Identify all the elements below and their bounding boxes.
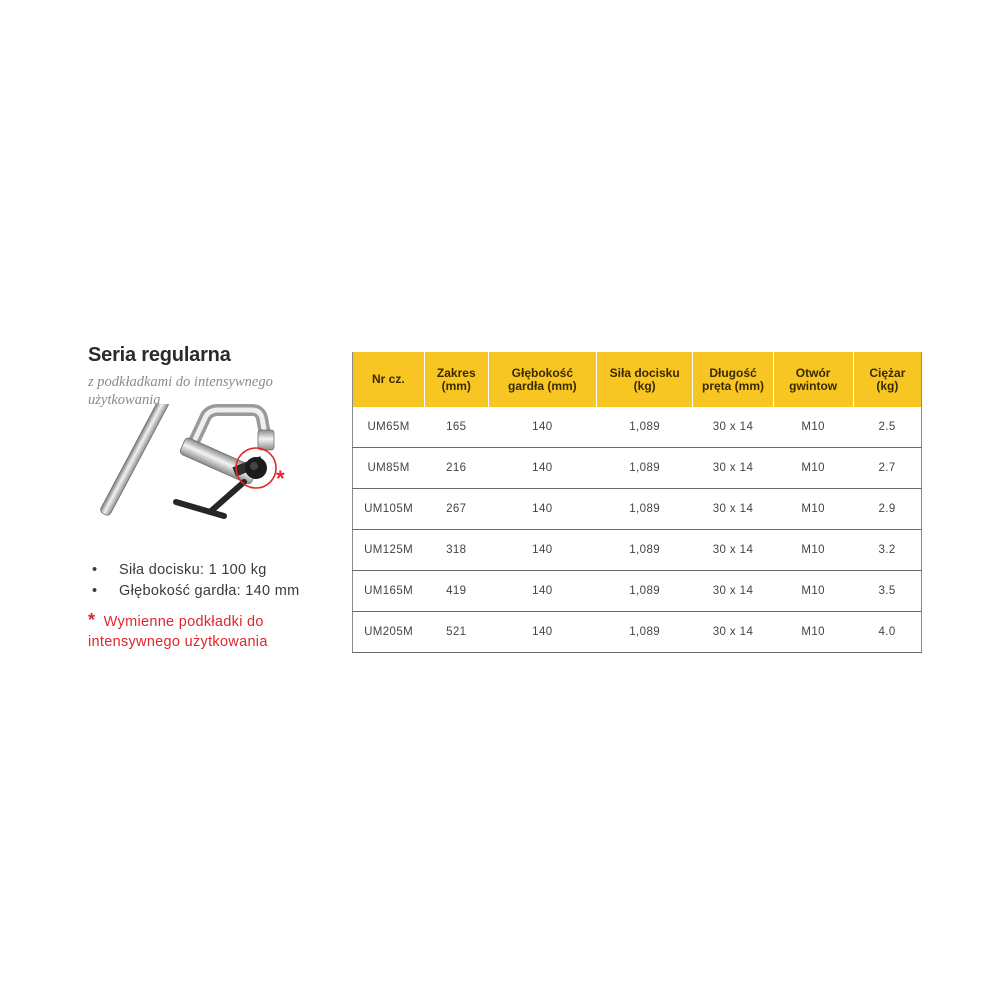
product-info [88, 344, 338, 409]
cell-weight: 2.5 [853, 407, 921, 448]
col-header-part-no: Nr cz. [353, 352, 425, 407]
cell-thread: M10 [773, 612, 853, 653]
note-text: Wymienne podkładki do intensywnego użytkowania [88, 614, 268, 650]
list-item [88, 560, 348, 581]
col-header-weight: Ciężar (kg) [853, 352, 921, 407]
cell-throat-depth: 140 [488, 530, 596, 571]
cell-weight: 2.7 [853, 448, 921, 489]
pad-note [88, 610, 348, 652]
cell-throat-depth: 140 [488, 407, 596, 448]
section-subtitle: z podkładkami do intensywnego użytkowania [88, 374, 273, 408]
cell-range: 165 [424, 407, 488, 448]
table-row [353, 612, 922, 653]
cell-clamp-force: 1,089 [596, 448, 693, 489]
f-clamp-icon [88, 404, 308, 554]
cell-range: 318 [424, 530, 488, 571]
col-header-throat-depth: Głębokość gardła (mm) [488, 352, 596, 407]
table-row [353, 448, 922, 489]
col-header-bar-length: Długość pręta (mm) [693, 352, 773, 407]
table-row [353, 571, 922, 612]
col-header-range: Zakres (mm) [424, 352, 488, 407]
list-item [88, 581, 348, 602]
cell-throat-depth: 140 [488, 489, 596, 530]
cell-throat-depth: 140 [488, 571, 596, 612]
cell-bar-length: 30 x 14 [693, 407, 773, 448]
cell-throat-depth: 140 [488, 612, 596, 653]
feature-text: Siła docisku: 1 100 kg [119, 562, 267, 578]
table-row [353, 407, 922, 448]
cell-clamp-force: 1,089 [596, 571, 693, 612]
cell-part-no: UM205M [353, 612, 425, 653]
cell-weight: 2.9 [853, 489, 921, 530]
cell-range: 267 [424, 489, 488, 530]
cell-part-no: UM105M [353, 489, 425, 530]
cell-clamp-force: 1,089 [596, 407, 693, 448]
cell-bar-length: 30 x 14 [693, 571, 773, 612]
cell-thread: M10 [773, 571, 853, 612]
cell-weight: 3.5 [853, 571, 921, 612]
cell-weight: 3.2 [853, 530, 921, 571]
cell-throat-depth: 140 [488, 448, 596, 489]
col-header-thread: Otwór gwintow [773, 352, 853, 407]
cell-part-no: UM165M [353, 571, 425, 612]
cell-bar-length: 30 x 14 [693, 489, 773, 530]
cell-range: 419 [424, 571, 488, 612]
highlight-marker: * [276, 466, 285, 491]
cell-thread: M10 [773, 530, 853, 571]
cell-clamp-force: 1,089 [596, 489, 693, 530]
cell-thread: M10 [773, 407, 853, 448]
table-row [353, 489, 922, 530]
cell-clamp-force: 1,089 [596, 530, 693, 571]
col-header-clamp-force: Siła docisku (kg) [596, 352, 693, 407]
cell-thread: M10 [773, 489, 853, 530]
table-header-row [353, 352, 922, 407]
cell-bar-length: 30 x 14 [693, 448, 773, 489]
bullet-symbol: • [92, 562, 98, 578]
cell-bar-length: 30 x 14 [693, 612, 773, 653]
table-row [353, 530, 922, 571]
cell-part-no: UM125M [353, 530, 425, 571]
section-title: Seria regularna [88, 344, 231, 366]
note-asterisk: * [88, 610, 96, 630]
product-image [88, 404, 308, 554]
cell-range: 521 [424, 612, 488, 653]
bullet-symbol: • [92, 583, 98, 599]
cell-range: 216 [424, 448, 488, 489]
feature-list [88, 560, 348, 602]
cell-thread: M10 [773, 448, 853, 489]
feature-text: Głębokość gardła: 140 mm [119, 583, 300, 599]
spec-table [352, 352, 922, 653]
cell-part-no: UM85M [353, 448, 425, 489]
cell-clamp-force: 1,089 [596, 612, 693, 653]
cell-part-no: UM65M [353, 407, 425, 448]
cell-bar-length: 30 x 14 [693, 530, 773, 571]
cell-weight: 4.0 [853, 612, 921, 653]
